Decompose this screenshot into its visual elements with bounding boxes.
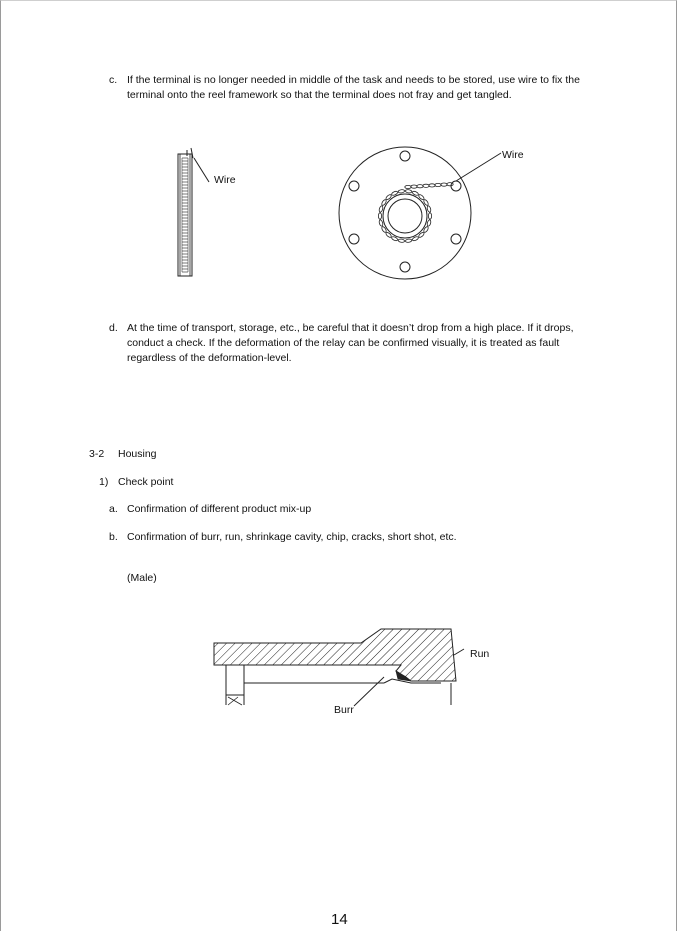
page-number: 14 bbox=[331, 911, 348, 928]
male-label: (Male) bbox=[127, 572, 157, 584]
section-3-2-title: Housing bbox=[118, 448, 157, 460]
run-label: Run bbox=[470, 648, 490, 660]
item-a-marker: a. bbox=[109, 503, 118, 515]
item-1-number: 1) bbox=[99, 476, 109, 488]
item-b-marker: b. bbox=[109, 531, 118, 543]
burr-label: Burr bbox=[334, 704, 354, 716]
reel-side-view-figure bbox=[161, 146, 211, 281]
section-c-line2: terminal onto the reel framework so that the terminal does not fray and get tangled. bbox=[127, 89, 512, 101]
section-d-marker: d. bbox=[109, 322, 118, 334]
reel-side-wire-label: Wire bbox=[214, 174, 236, 186]
section-d-line3: regardless of the deformation-level. bbox=[127, 352, 292, 364]
item-b-text: Confirmation of burr, run, shrinkage cavity, chip, cracks, short shot, etc. bbox=[127, 531, 457, 543]
item-1-title: Check point bbox=[118, 476, 174, 488]
section-d-line1: At the time of transport, storage, etc., be careful that it doesn’t drop from a high place. If it drops, bbox=[127, 322, 574, 334]
section-d-line2: conduct a check. If the deformation of the relay can be confirmed visually, it is treated as fault bbox=[127, 337, 560, 349]
reel-front-wire-label: Wire bbox=[502, 149, 524, 161]
section-3-2-number: 3-2 bbox=[89, 448, 105, 460]
section-c-marker: c. bbox=[109, 74, 118, 86]
reel-front-view-figure bbox=[336, 141, 536, 281]
section-c-line1: If the terminal is no longer needed in middle of the task and needs to be stored, use wire to fix the bbox=[127, 74, 580, 86]
item-a-text: Confirmation of different product mix-up bbox=[127, 503, 312, 515]
